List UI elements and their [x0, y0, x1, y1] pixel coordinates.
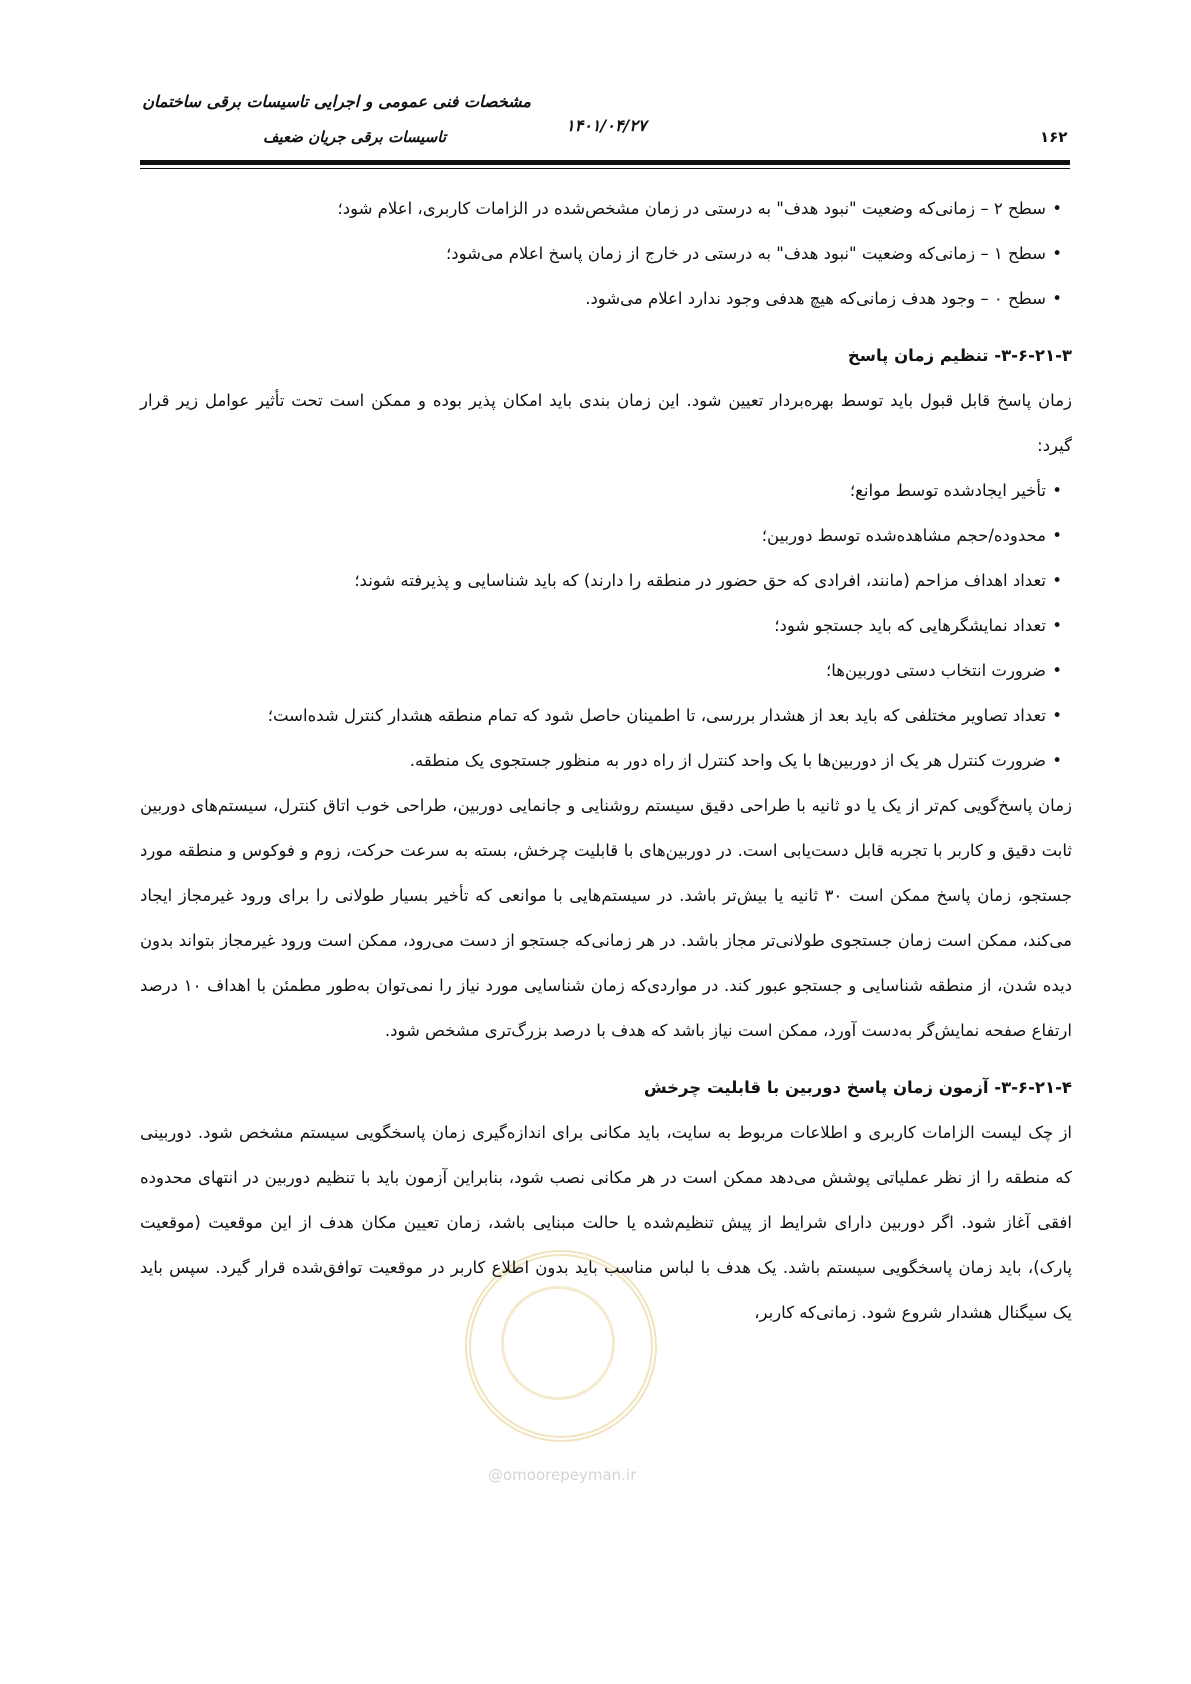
list-item-text: تأخیر ایجادشده توسط موانع؛: [849, 481, 1046, 500]
header-date: ۱۴۰۱/۰۴/۲۷: [566, 116, 647, 135]
list-item: [140, 693, 1062, 738]
section-heading: ۳-۶-۲۱-۳- تنظیم زمان پاسخ: [847, 346, 1072, 365]
list-item: [140, 231, 1062, 276]
paragraph: زمان پاسخ قابل قبول باید توسط بهره‌بردار تعیین شود. این زمان بندی باید امکان پذیر بوده و ممکن است تحت تأثیر عوامل زیر قرار گیرد:: [140, 391, 1072, 455]
list-item: [140, 186, 1062, 231]
page-number: ۱۶۲: [1040, 128, 1068, 146]
list-item-text: تعداد اهداف مزاحم (مانند، افرادی که حق حضور در منطقه را دارند) که باید شناسایی و پذیرفته شوند؛: [354, 571, 1046, 590]
list-item: [140, 513, 1062, 558]
list-item-text: تعداد نمایشگرهایی که باید جستجو شود؛: [774, 616, 1046, 635]
list-item: [140, 648, 1062, 693]
bullet-icon: •: [1052, 661, 1062, 680]
list-item-text: ضرورت انتخاب دستی دوربین‌ها؛: [826, 661, 1046, 680]
bullet-icon: •: [1052, 571, 1062, 590]
level-list: [140, 186, 1072, 321]
bullet-icon: •: [1052, 199, 1062, 218]
list-item-text: تعداد تصاویر مختلفی که باید بعد از هشدار بررسی، تا اطمینان حاصل شود که تمام منطقه هشدار کنترل شده‌است؛: [267, 706, 1046, 725]
header-divider-thin: [140, 168, 1070, 169]
list-item-text: ضرورت کنترل هر یک از دوربین‌ها با یک واحد کنترل از راه دور به منظور جستجوی یک منطقه.: [409, 751, 1046, 770]
factor-list: [140, 468, 1072, 783]
bullet-icon: •: [1052, 751, 1062, 770]
list-item-text: سطح ۲ – زمانی‌که وضعیت "نبود هدف" به درستی در زمان مشخص‌شده در الزامات کاربری، اعلام شود؛: [337, 199, 1046, 218]
list-item: [140, 738, 1062, 783]
bullet-icon: •: [1052, 706, 1062, 725]
bullet-icon: •: [1052, 481, 1062, 500]
list-item: [140, 468, 1062, 513]
bullet-icon: •: [1052, 616, 1062, 635]
list-item-text: محدوده/حجم مشاهده‌شده توسط دوربین؛: [761, 526, 1046, 545]
list-item-text: سطح ۰ – وجود هدف زمانی‌که هیچ هدفی وجود ندارد اعلام می‌شود.: [585, 289, 1046, 308]
list-item-text: سطح ۱ – زمانی‌که وضعیت "نبود هدف" به درستی در خارج از زمان پاسخ اعلام می‌شود؛: [445, 244, 1046, 263]
section-heading: ۳-۶-۲۱-۴- آزمون زمان پاسخ دوربین با قابلیت چرخش: [643, 1078, 1072, 1097]
list-item: [140, 603, 1062, 648]
paragraph: از چک لیست الزامات کاربری و اطلاعات مربوط به سایت، باید مکانی برای اندازه‌گیری زمان پاسخگویی سیستم مشخص شود. دوربینی که منطقه را از نظر عملیاتی پوشش می‌دهد ممکن است در هر مکانی نصب شود، بنابراین آزمون باید با تنظیم دوربین در انتهای محدوده افقی آغاز شود. اگر دوربین دارای شرایط از پیش تنظیم‌شده یا حالت مبنایی باشد، زمان تعیین مکان هدف از این موقعیت (موقعیت پارک)، باید زمان پاسخگویی سیستم باشد. یک هدف با لباس مناسب باید بدون اطلاع کاربر در موقعیت توافق‌شده قرار گیرد. سپس باید یک سیگنال هشدار شروع شود. زمانی‌که کاربر،: [140, 1123, 1072, 1322]
watermark-site-text: @omoorepeyman.ir: [488, 1466, 637, 1484]
document-body: [140, 186, 1072, 1335]
list-item: [140, 276, 1062, 321]
list-item: [140, 558, 1062, 603]
bullet-icon: •: [1052, 244, 1062, 263]
bullet-icon: •: [1052, 289, 1062, 308]
paragraph: زمان پاسخ‌گویی کم‌تر از یک یا دو ثانیه با طراحی دقیق سیستم روشنایی و جانمایی دوربین، طراحی خوب اتاق کنترل، سیستم‌های دوربین ثابت دقیق و کاربر با تجربه قابل دست‌یابی است. در دوربین‌های با قابلیت چرخش، بسته به سرعت حرکت، زوم و فوکوس و منطقه مورد جستجو، زمان پاسخ ممکن است ۳۰ ثانیه یا بیش‌تر باشد. در سیستم‌هایی با موانعی که تأخیر بسیار طولانی را برای ورود غیرمجاز ایجاد می‌کند، ممکن است زمان جستجوی طولانی‌تر مجاز باشد. در هر زمانی‌که جستجو از دست می‌رود، ممکن است ورود غیرمجاز بتواند بدون دیده شدن، از منطقه شناسایی و جستجو عبور کند. در مواردی‌که زمان شناسایی مورد نیاز را نمی‌توان به‌طور مطمئن با اهداف ۱۰ درصد ارتفاع صفحه نمایش‌گر به‌دست آورد، ممکن است نیاز باشد که هدف با درصد بزرگ‌تری مشخص شود.: [140, 796, 1073, 1040]
header-section-title: تاسیسات برقی جریان ضعیف: [262, 128, 446, 146]
header-divider-thick: [140, 160, 1070, 165]
bullet-icon: •: [1052, 526, 1062, 545]
header-document-title: مشخصات فنی عمومی و اجرایی تاسیسات برقی ساختمان: [142, 92, 531, 111]
